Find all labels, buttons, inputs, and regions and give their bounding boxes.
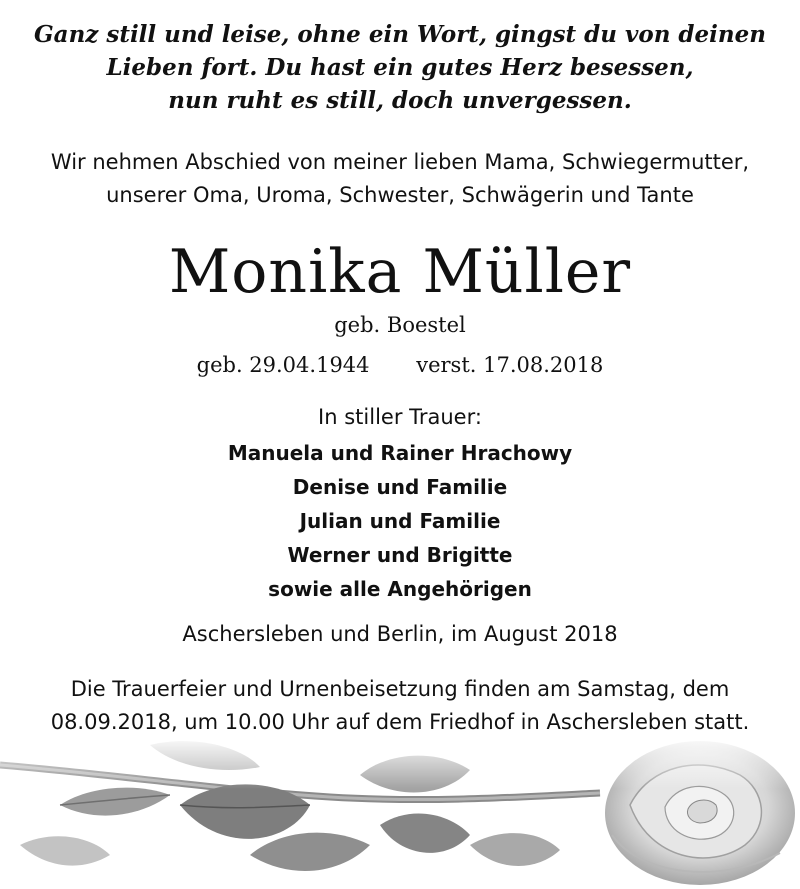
mourners-list [0, 436, 800, 606]
verse-line: Lieben fort. Du hast ein gutes Herz besessen, [106, 54, 694, 81]
maiden-name: geb. Boestel [334, 313, 466, 337]
intro-line: Wir nehmen Abschied von meiner lieben Mama, Schwiegermutter, [50, 150, 750, 174]
death-date: verst. 17.08.2018 [416, 353, 604, 377]
verse-line: nun ruht es still, doch unvergessen. [168, 87, 632, 114]
life-dates [0, 350, 800, 380]
birth-date: geb. 29.04.1944 [196, 353, 370, 377]
mourning-heading: In stiller Trauer: [318, 405, 482, 429]
mourner-entry: Denise und Familie [292, 475, 508, 499]
mourner-entry: Manuela und Rainer Hrachowy [227, 441, 573, 465]
memorial-verse [0, 18, 800, 117]
ceremony-info [0, 673, 800, 739]
farewell-intro [0, 146, 800, 212]
verse-line: Ganz still und leise, ohne ein Wort, gingst du von deinen [34, 21, 766, 48]
deceased-name: Monika Müller [168, 237, 632, 307]
mourner-entry: Julian und Familie [299, 509, 501, 533]
mourner-entry: Werner und Brigitte [287, 543, 513, 567]
mourner-entry: sowie alle Angehörigen [268, 577, 532, 601]
place-and-date: Aschersleben und Berlin, im August 2018 [182, 622, 618, 646]
rose-image [0, 735, 800, 889]
ceremony-line: Die Trauerfeier und Urnenbeisetzung finden am Samstag, dem [70, 677, 730, 701]
intro-line: unserer Oma, Uroma, Schwester, Schwägerin und Tante [106, 183, 694, 207]
ceremony-line: 08.09.2018, um 10.00 Uhr auf dem Friedhof in Aschersleben statt. [50, 710, 750, 734]
